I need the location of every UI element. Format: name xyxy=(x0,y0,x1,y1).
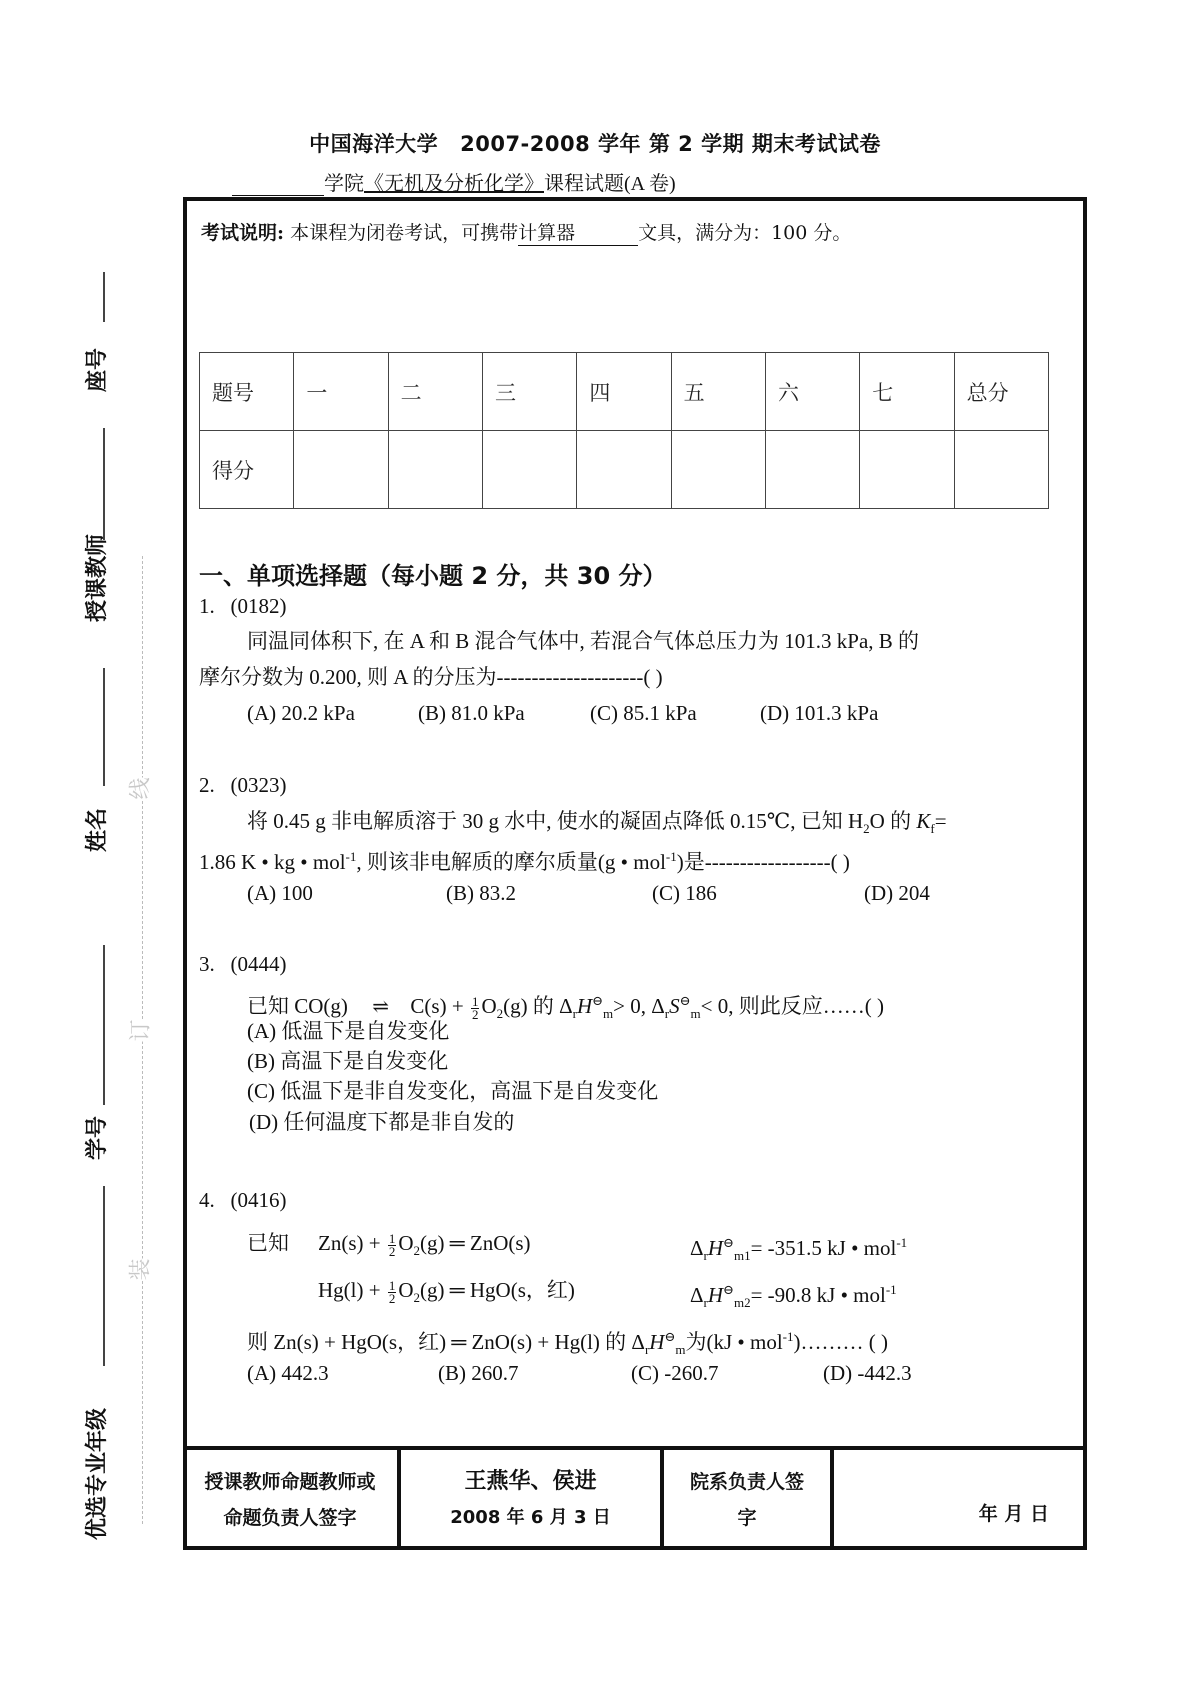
score-header-cell: 三 xyxy=(482,353,576,431)
score-cell[interactable] xyxy=(954,431,1048,509)
subscript: r xyxy=(703,1248,708,1264)
question-number: 4. xyxy=(199,1188,215,1212)
signature-date: 2008 年 6 月 3 日 xyxy=(450,1507,611,1528)
section-title: 一、单项选择题（每小题 2 分，共 30 分） xyxy=(199,562,667,590)
text: > 0, Δ xyxy=(613,994,665,1018)
score-header-cell: 总分 xyxy=(954,353,1048,431)
subscript: 2 xyxy=(413,1243,421,1259)
question-number: 2. xyxy=(199,773,215,797)
signature-label-cell xyxy=(183,1450,401,1550)
score-row-label: 得分 xyxy=(200,431,294,509)
symbol-h: H xyxy=(576,994,593,1018)
question-4-header xyxy=(199,1182,287,1218)
text: O xyxy=(398,1231,414,1255)
superscript: -1 xyxy=(896,1235,908,1250)
symbol-k: K xyxy=(916,809,931,833)
numerator: 1 xyxy=(471,993,479,1009)
standard-enthalpy xyxy=(577,988,592,1024)
fraction xyxy=(388,1277,397,1306)
equation-1 xyxy=(318,1225,531,1269)
question-3-header xyxy=(199,946,287,982)
semester: 第 2 学期 xyxy=(648,132,745,156)
text: )是------------------( ) xyxy=(676,850,850,874)
academic-year: 2007-2008 学年 xyxy=(460,132,642,156)
dept-label-cell xyxy=(664,1450,834,1550)
text: 则 Zn(s) + HgO(s，红) ═ ZnO(s) + Hg(l) 的 Δ xyxy=(247,1330,645,1354)
option-d: (D) 204 xyxy=(864,881,930,905)
subscript: r xyxy=(664,1006,670,1022)
equation-1-enthalpy: $\Delta_rH^⊖_{m1}= -351.5$ kJ • mol$^{-1}$ xyxy=(690,1235,908,1264)
subscript: 2 xyxy=(413,1290,421,1306)
score-table xyxy=(199,352,1049,509)
subscript: r xyxy=(703,1295,708,1311)
question-code: (0416) xyxy=(230,1188,287,1212)
text: , 则该非电解质的摩尔质量(g • mol xyxy=(356,850,666,874)
student-id-label: 学号 xyxy=(85,1115,110,1160)
signature-label: 授课教师命题教师或 xyxy=(204,1471,376,1493)
subscript: r xyxy=(644,1342,650,1358)
college-suffix: 学院 xyxy=(324,173,364,195)
option-b: (B) 260.7 xyxy=(438,1361,519,1385)
option-b: (B) 83.2 xyxy=(446,881,516,905)
seat-number-line[interactable] xyxy=(103,272,105,322)
question-4-text xyxy=(247,1319,888,1368)
text: (g) ═ ZnO(s) xyxy=(420,1231,531,1255)
option-d: (D) 101.3 kPa xyxy=(760,701,879,725)
score-cell[interactable] xyxy=(765,431,859,509)
score-table-header-row xyxy=(200,353,1049,431)
question-code: (0444) xyxy=(230,952,287,976)
subscript: 2 xyxy=(496,1006,504,1022)
text: = -351.5 kJ • mol xyxy=(750,1236,897,1260)
denominator: 2 xyxy=(471,1006,479,1022)
equation-2-enthalpy: $\Delta_rH^⊖_{m2}= -90.8$ kJ • mol$^{-1}$ xyxy=(690,1282,897,1311)
subscript: m xyxy=(690,1006,701,1022)
subscript: r xyxy=(572,1006,577,1022)
bind-mark-line: 线 xyxy=(124,777,155,799)
major-line[interactable] xyxy=(103,1186,105,1366)
subscript: f xyxy=(930,821,935,837)
text: 为(kJ • mol xyxy=(685,1330,783,1354)
symbol-h: H xyxy=(649,1330,665,1354)
option-a: (A) 20.2 kPa xyxy=(247,701,355,725)
option-c: (C) -260.7 xyxy=(631,1361,719,1385)
date-blank: 年 月 日 xyxy=(978,1503,1049,1525)
option-c: (C) 186 xyxy=(652,881,717,905)
exam-type: 期末考试试卷 xyxy=(751,132,881,156)
score-header-cell: 一 xyxy=(294,353,388,431)
text: 1.86 K • kg • mol xyxy=(199,850,346,874)
score-cell[interactable] xyxy=(860,431,954,509)
score-header-cell: 七 xyxy=(860,353,954,431)
teacher-label: 授课教师 xyxy=(85,533,110,622)
bind-mark-bind: 装 xyxy=(124,1258,155,1280)
name-line[interactable] xyxy=(103,668,105,786)
score-cell[interactable] xyxy=(482,431,576,509)
signature-table xyxy=(183,1446,1087,1550)
text: O xyxy=(398,1278,414,1302)
text: Zn(s) + xyxy=(318,1231,386,1255)
question-code: (0323) xyxy=(230,773,287,797)
option-d: (D) -442.3 xyxy=(823,1361,912,1385)
dept-signature-cell[interactable] xyxy=(834,1450,1087,1550)
score-header-cell: 六 xyxy=(765,353,859,431)
question-1-text: 同温同体积下, 在 A 和 B 混合气体中, 若混合气体总压力为 101.3 kPa, B 的 xyxy=(247,629,920,653)
subscript: m xyxy=(603,1006,614,1022)
standard-state-icon: ⊖ xyxy=(679,993,691,1008)
text: Hg(l) + xyxy=(318,1278,386,1302)
subscript: 1 xyxy=(744,1248,751,1264)
standard-state-icon: ⊖ xyxy=(723,1235,734,1250)
signature-names-cell xyxy=(401,1450,664,1550)
symbol-s: S xyxy=(669,994,680,1018)
score-cell[interactable] xyxy=(388,431,482,509)
exam-note-text-end: 文具，满分为：100 分。 xyxy=(638,222,852,244)
superscript: -1 xyxy=(665,849,677,864)
numerator: 1 xyxy=(388,1230,396,1246)
question-number: 1. xyxy=(199,594,215,618)
student-id-line[interactable] xyxy=(103,945,105,1105)
score-cell[interactable] xyxy=(671,431,765,509)
question-1-text-cont: 摩尔分数为 0.200, 则 A 的分压为---------------------( ) xyxy=(199,665,663,689)
text: O 的 xyxy=(869,809,917,833)
option-a: (A) 100 xyxy=(247,881,313,905)
option-b: (B) 高温下是自发变化 xyxy=(247,1049,449,1073)
score-header-cell: 五 xyxy=(671,353,765,431)
course-subtitle xyxy=(232,167,676,196)
standard-state-icon: ⊖ xyxy=(592,993,604,1008)
text: (g) ═ HgO(s，红) xyxy=(420,1278,575,1302)
denominator: 2 xyxy=(388,1290,396,1306)
question-number: 3. xyxy=(199,952,215,976)
text: O xyxy=(481,994,497,1018)
text: 将 0.45 g 非电解质溶于 30 g 水中, 使水的凝固点降低 0.15℃, 已知 H xyxy=(247,809,864,833)
option-c: (C) 85.1 kPa xyxy=(590,701,697,725)
symbol-h: H xyxy=(707,1283,724,1307)
equation-2 xyxy=(318,1272,575,1316)
score-cell[interactable] xyxy=(577,431,671,509)
option-c: (C) 低温下是非自发变化，高温下是自发变化 xyxy=(247,1079,659,1103)
score-header-cell: 二 xyxy=(388,353,482,431)
allowed-tool-text: 计算器 xyxy=(518,222,576,244)
seat-number-label: 座号 xyxy=(85,347,110,392)
university-name: 中国海洋大学 xyxy=(309,132,439,156)
score-table-score-row xyxy=(200,431,1049,509)
subscript: m xyxy=(675,1342,686,1358)
text: < 0, 则此反应……( ) xyxy=(700,994,884,1018)
text: )……… ( ) xyxy=(793,1330,888,1354)
text: = xyxy=(934,809,947,833)
option-a: (A) 442.3 xyxy=(247,1361,329,1385)
equilibrium-arrow-icon: ⇌ xyxy=(372,996,387,1018)
fraction xyxy=(388,1230,397,1259)
option-d: (D) 任何温度下都是非自发的 xyxy=(249,1110,515,1134)
question-2-text-cont xyxy=(199,839,850,880)
numerator: 1 xyxy=(388,1277,396,1293)
given-label: 已知 xyxy=(247,1231,289,1255)
teacher-names: 王燕华、侯进 xyxy=(464,1469,597,1494)
standard-state-icon: ⊖ xyxy=(723,1282,734,1297)
text: 已知 CO(g) xyxy=(247,994,348,1018)
allowed-tool xyxy=(518,218,638,246)
option-a: (A) 低温下是自发变化 xyxy=(247,1019,450,1043)
subscript: m xyxy=(733,1295,745,1311)
question-1-header xyxy=(199,588,287,624)
symbol-h: H xyxy=(707,1236,724,1260)
teacher-line[interactable] xyxy=(103,428,105,540)
bind-mark-staple: 订 xyxy=(124,1019,155,1041)
text: = -90.8 kJ • mol xyxy=(750,1283,886,1307)
exam-note-text: 本课程为闭卷考试，可携带 xyxy=(290,222,519,244)
subscript: m xyxy=(733,1248,745,1264)
name-label: 姓名 xyxy=(85,807,110,852)
option-b: (B) 81.0 kPa xyxy=(418,701,525,725)
exam-note xyxy=(201,218,851,246)
major-grade-label: 优选专业年级 xyxy=(85,1407,110,1540)
superscript: -1 xyxy=(782,1329,794,1344)
dept-signature-label: 院系负责人签 xyxy=(689,1471,804,1493)
text: (g) 的 Δ xyxy=(503,994,573,1018)
text: C(s) + xyxy=(410,994,469,1018)
exam-title xyxy=(0,128,1190,158)
score-header-cell: 四 xyxy=(577,353,671,431)
dept-signature-label: 字 xyxy=(737,1507,757,1529)
subscript: 2 xyxy=(863,821,870,837)
standard-state-icon: ⊖ xyxy=(664,1329,676,1344)
question-code: (0182) xyxy=(230,594,287,618)
score-cell[interactable] xyxy=(294,431,388,509)
score-header-cell: 题号 xyxy=(200,353,294,431)
question-2-header xyxy=(199,767,287,803)
superscript: -1 xyxy=(345,849,357,864)
college-blank[interactable] xyxy=(232,177,324,196)
fraction xyxy=(471,993,480,1022)
denominator: 2 xyxy=(388,1243,396,1259)
superscript: -1 xyxy=(885,1282,897,1297)
exam-note-label: 考试说明: xyxy=(201,222,285,244)
signature-label: 命题负责人签字 xyxy=(223,1507,357,1529)
paper-version: 课程试题(A 卷) xyxy=(544,173,676,195)
subscript: 2 xyxy=(744,1295,751,1311)
course-name: 《无机及分析化学》 xyxy=(364,173,544,195)
